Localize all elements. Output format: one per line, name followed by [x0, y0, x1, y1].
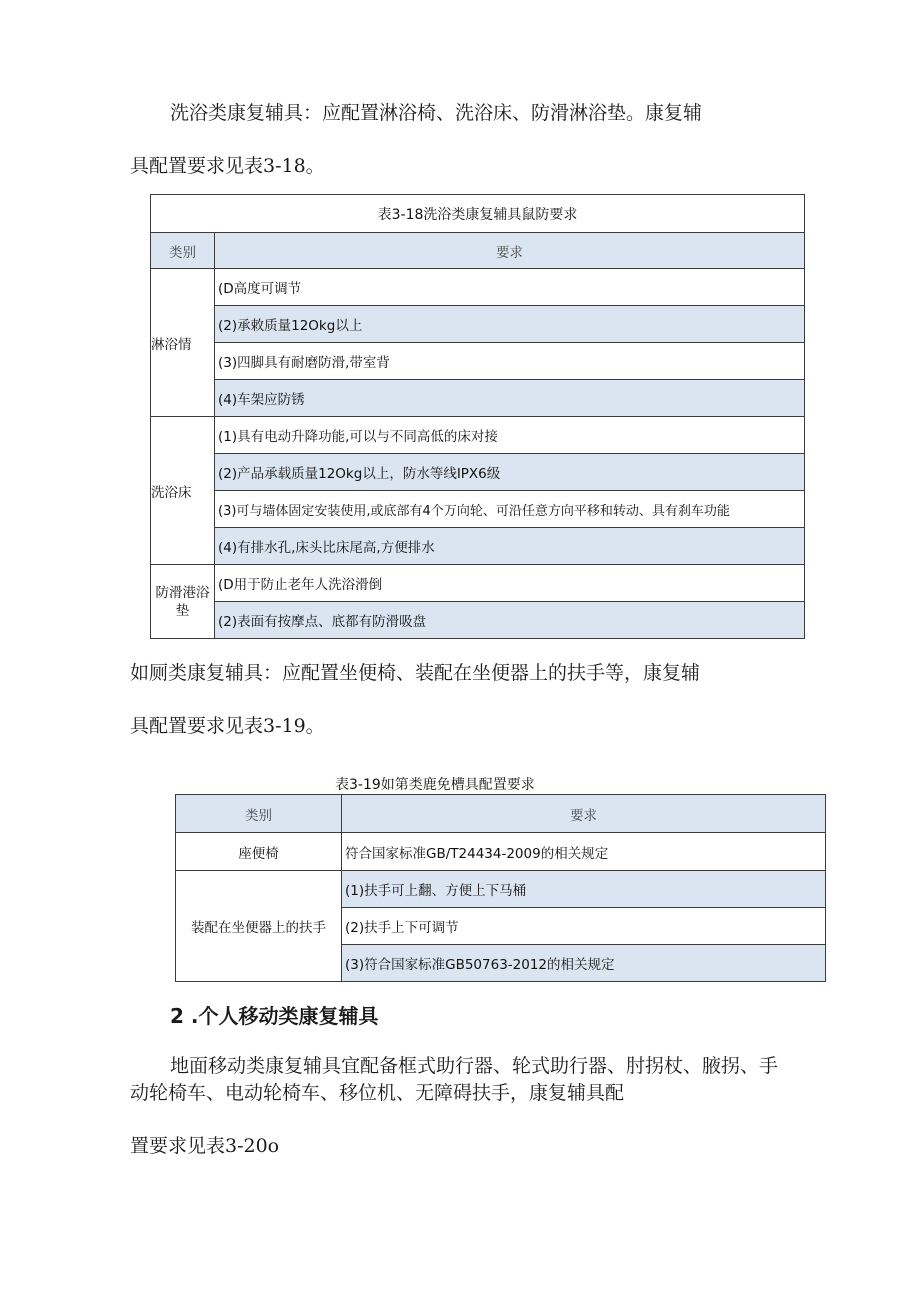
category-cell: 装配在坐便器上的扶手	[176, 871, 342, 982]
requirement-cell: (2)表面有按摩点、底都有防滑吸盘	[215, 602, 805, 639]
section-heading: 2 .个人移动类康复辅具	[170, 1004, 379, 1028]
header-category: 类别	[176, 795, 342, 833]
category-cell: 淋浴情	[151, 269, 215, 417]
requirement-cell: 符合国家标准GB/T24434-2009的相关规定	[342, 833, 826, 871]
requirement-cell: (4)有排水孔,床头比床尾高,方便排水	[215, 528, 805, 565]
paragraph-mobility-line3: 置要求见表3-20o	[130, 1135, 280, 1157]
table-3-18	[150, 194, 805, 639]
paragraph-mobility-line2: 动轮椅车、电动轮椅车、移位机、无障碍扶手，康复辅具配	[130, 1082, 625, 1104]
requirement-cell: (3)可与墙体固定安装使用,或底部有4个万向轮、可沿任意方向平移和转动、具有刹车功能	[215, 491, 805, 528]
category-cell: 防滑港浴垫	[151, 565, 215, 639]
paragraph-toilet-line1: 如厕类康复辅具：应配置坐便椅、装配在坐便器上的扶手等，康复辅	[130, 662, 701, 684]
category-cell: 洗浴床	[151, 417, 215, 565]
requirement-cell: (4)车架应防锈	[215, 380, 805, 417]
table-caption: 表3-19如第类鹿免槽具配置要求	[335, 777, 535, 793]
paragraph-bath-line1: 洗浴类康复辅具：应配置淋浴椅、洗浴床、防滑淋浴垫。康复辅	[170, 102, 703, 124]
requirement-cell: (2)扶手上下可调节	[342, 908, 826, 945]
table-3-19	[175, 794, 826, 982]
requirement-cell: (1)扶手可上翻、方便上下马桶	[342, 871, 826, 908]
paragraph-mobility-line1: 地面移动类康复辅具宜配备框式助行器、轮式助行器、肘拐杖、腋拐、手	[170, 1055, 779, 1077]
header-requirement: 要求	[342, 795, 826, 833]
table-caption: 表3-18洗浴类康复辅具鼠防要求	[151, 195, 805, 233]
requirement-cell: (2)承敕质量12Okg以上	[215, 306, 805, 343]
header-requirement: 要求	[215, 233, 805, 269]
category-cell: 座便椅	[176, 833, 342, 871]
requirement-cell: (1)具有电动升降功能,可以与不同高低的床对接	[215, 417, 805, 454]
requirement-cell: (3)符合国家标准GB50763-2012的相关规定	[342, 945, 826, 982]
requirement-cell: (2)产品承载质量12Okg以上，防水等线IPX6级	[215, 454, 805, 491]
requirement-cell: (D用于防止老年人洗浴滑倒	[215, 565, 805, 602]
paragraph-bath-line2: 具配置要求见表3-18。	[130, 155, 325, 177]
requirement-cell: (D高度可调节	[215, 269, 805, 306]
header-category: 类别	[151, 233, 215, 269]
paragraph-toilet-line2: 具配置要求见表3-19。	[130, 715, 325, 737]
requirement-cell: (3)四脚具有耐磨防滑,带室背	[215, 343, 805, 380]
